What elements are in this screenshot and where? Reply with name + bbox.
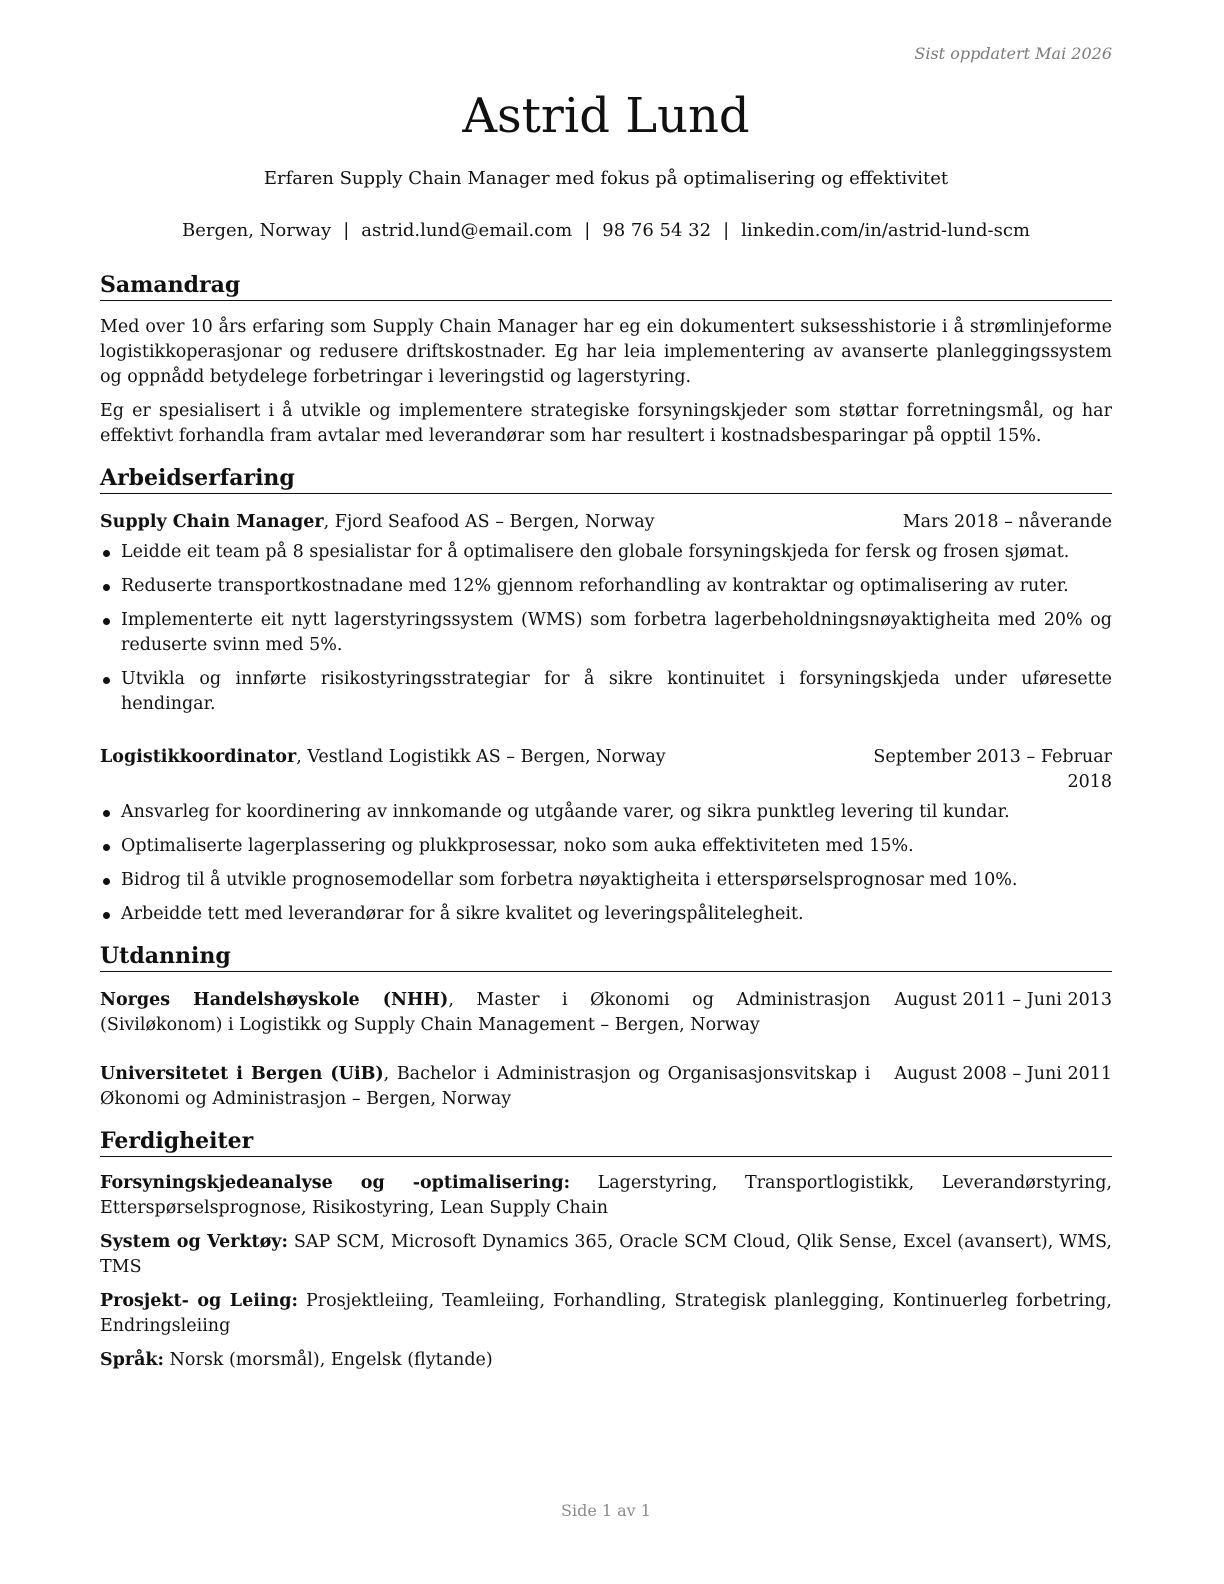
job-organization: , Vestland Logistikk AS – Bergen, Norway <box>296 747 666 767</box>
tagline: Erfaren Supply Chain Manager med fokus på optimalisering og effektivitet <box>263 168 949 189</box>
list-item: Implementerte eit nytt lagerstyringssystem (WMS) som forbetra lagerbeholdningsnøyaktigheita med 20% og reduserte svinn med 5%. <box>100 608 1112 658</box>
contact-location: Bergen, Norway <box>181 220 332 241</box>
section-title-skills: Ferdigheiter <box>100 1126 1112 1157</box>
list-item: Utvikla og innførte risikostyringsstrategiar for å sikre kontinuitet i forsyningskjeda under uføresette hendingar. <box>100 667 1112 717</box>
skill-value: Prosjektleiing, Teamleiing, Forhandling, Strategisk planlegging, Kontinuerleg forbetring, Endringsleiing <box>100 1291 1112 1336</box>
list-item: Leidde eit team på 8 spesialistar for å optimalisere den globale forsyningskjeda for fersk og frosen sjømat. <box>100 540 1112 565</box>
job-entry <box>100 745 1112 927</box>
skill-label: Prosjekt- og Leiing: <box>100 1291 298 1311</box>
education-dates: August 2011 – Juni 2013 <box>894 990 1112 1010</box>
resume-page <box>100 0 1112 1584</box>
contact-separator: | <box>723 220 730 241</box>
skill-label: Språk: <box>100 1350 165 1370</box>
skill-label: Forsyningskjedeanalyse og -optimalisering: <box>100 1173 571 1193</box>
skill-group <box>100 1289 1112 1339</box>
education-school: Universitetet i Bergen (UiB) <box>100 1064 384 1084</box>
job-entry <box>100 510 1112 717</box>
skill-value: Lagerstyring, Transportlogistikk, Leverandørstyring, Etterspørselsprognose, Risikostyring, Lean Supply Chain <box>100 1173 1112 1218</box>
resume-content <box>100 270 1112 1373</box>
contact-line <box>100 219 1112 243</box>
contact-separator: | <box>343 220 350 241</box>
education-entry <box>100 1062 1112 1112</box>
section-title-summary: Samandrag <box>100 270 1112 301</box>
contact-separator: | <box>584 220 591 241</box>
skill-group <box>100 1171 1112 1221</box>
list-item: Reduserte transportkostnadane med 12% gjennom reforhandling av kontraktar og optimalisering av ruter. <box>100 574 1112 599</box>
section-title-experience: Arbeidserfaring <box>100 463 1112 494</box>
skill-label: System og Verktøy: <box>100 1232 288 1252</box>
job-header <box>100 510 1112 535</box>
education-entry <box>100 988 1112 1038</box>
skills-section <box>100 1126 1112 1373</box>
education-school: Norges Handelshøyskole (NHH) <box>100 990 449 1010</box>
job-dates: Mars 2018 – nåverande <box>902 512 1112 532</box>
job-header <box>100 745 1112 795</box>
list-item: Ansvarleg for koordinering av innkomande og utgåande varer, og sikra punktleg levering til kundar. <box>100 800 1112 825</box>
contact-linkedin: linkedin.com/in/astrid-lund-scm <box>741 220 1030 241</box>
education-detail: , Master i Økonomi og Administrasjon (Siviløkonom) i Logistikk og Supply Chain Management – Bergen, Norway <box>100 990 871 1035</box>
education-dates: August 2008 – Juni 2011 <box>894 1064 1112 1084</box>
last-updated: Sist oppdatert Mai 2026 <box>914 44 1112 63</box>
skill-group <box>100 1348 1112 1373</box>
candidate-name: Astrid Lund <box>462 88 750 144</box>
education-section <box>100 941 1112 1112</box>
list-item: Arbeidde tett med leverandørar for å sikre kvalitet og leveringspålitelegheit. <box>100 902 1112 927</box>
job-bullets <box>100 800 1112 927</box>
skill-value: SAP SCM, Microsoft Dynamics 365, Oracle SCM Cloud, Qlik Sense, Excel (avansert), WMS, TMS <box>100 1232 1112 1277</box>
contact-email: astrid.lund@email.com <box>361 220 573 241</box>
section-title-education: Utdanning <box>100 941 1112 972</box>
list-item: Bidrog til å utvikle prognosemodellar som forbetra nøyaktigheita i etterspørselsprognosar med 10%. <box>100 868 1112 893</box>
page-number: Side 1 av 1 <box>561 1501 651 1520</box>
job-role: Logistikkoordinator <box>100 747 297 767</box>
job-bullets <box>100 540 1112 717</box>
summary-paragraph: Med over 10 års erfaring som Supply Chain Manager har eg ein dokumentert suksesshistorie i å strømlinjeforme logistikkoperasjonar og redusere driftskostnader. Eg har leia implementering av avanserte planleggingssystem og oppnådd betydelege forbetringar i leveringstid og lagerstyring. <box>100 317 1112 387</box>
experience-section <box>100 463 1112 927</box>
contact-phone: 98 76 54 32 <box>602 220 712 241</box>
job-role: Supply Chain Manager <box>100 512 324 532</box>
list-item: Optimaliserte lagerplassering og plukkprosessar, noko som auka effektiviteten med 15%. <box>100 834 1112 859</box>
education-detail: , Bachelor i Administrasjon og Organisasjonsvitskap i Økonomi og Administrasjon – Bergen, Norway <box>100 1064 871 1109</box>
skill-value: Norsk (morsmål), Engelsk (flytande) <box>169 1350 493 1370</box>
summary-paragraph: Eg er spesialisert i å utvikle og implementere strategiske forsyningskjeder som støttar forretningsmål, og har effektivt forhandla fram avtalar med leverandørar som har resultert i kostnadsbesparingar på opptil 15%. <box>100 401 1112 446</box>
job-organization: , Fjord Seafood AS – Bergen, Norway <box>323 512 655 532</box>
summary-section <box>100 270 1112 449</box>
skill-group <box>100 1230 1112 1280</box>
job-dates: September 2013 – Februar 2018 <box>873 747 1112 792</box>
